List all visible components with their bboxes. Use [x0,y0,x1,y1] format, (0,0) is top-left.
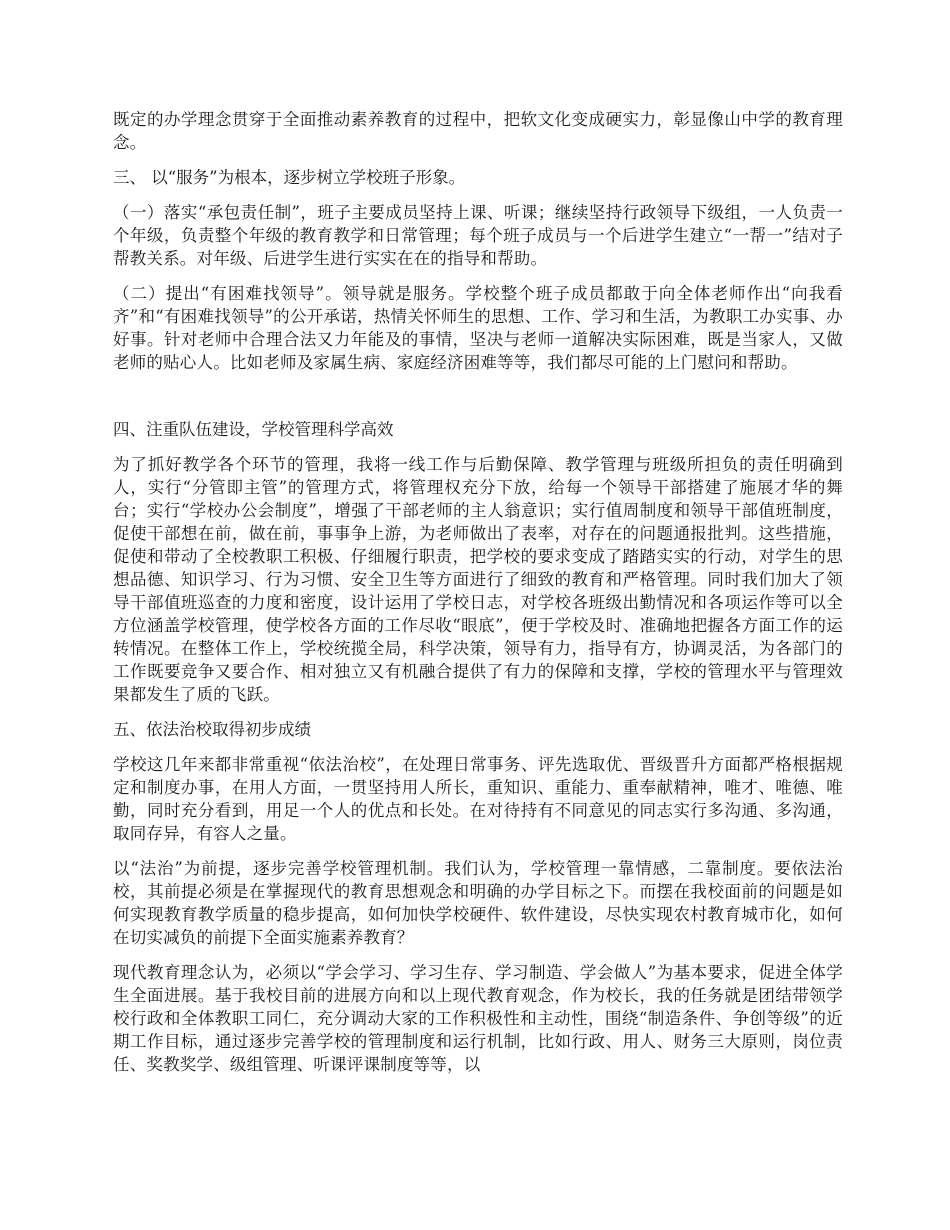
paragraph-modern-education: 现代教育理念认为，必须以“学会学习、学习生存、学习制造、学会做人”为基本要求，促进全体学生全面进展。基于我校目前的进展方向和以上现代教育观念，作为校长，我的任务就是团结带领学校行政和全体教职工同仁，充分调动大家的工作积极性和主动性，围绕“制造条件、争创等级”的近期工作目标，通过逐步完善学校的管理制度和运行机制，比如行政、用人、财务三大原则，岗位责任、奖教奖学、级组管理、听课评课制度等等，以 [113,963,843,1074]
document-page [113,108,843,1088]
section-gap [113,386,843,418]
paragraph-management: 为了抓好教学各个环节的管理，我将一线工作与后勤保障、教学管理与班级所担负的责任明确到人，实行“分管即主管”的管理方式，将管理权充分下放，给每一个领导干部搭建了施展才华的舞台；实行“学校办公会制度”，增强了干部老师的主人翁意识；实行值周制度和领导干部值班制度，促使干部想在前，做在前，事事争上游，为老师做出了表率，对存在的问题通报批判。这些措施，促使和带动了全校教职工积极、仔细履行职责，把学校的要求变成了踏踏实实的行动，对学生的思想品德、知识学习、行为习惯、安全卫生等方面进行了细致的教育和严格管理。同时我们加大了领导干部值班巡查的力度和密度，设计运用了学校日志，对学校各班级出勤情况和各项运作等可以全方位涵盖学校管理，使学校各方面的工作尽收“眼底”，便于学校及时、准确地把握各方面工作的运转情况。在整体工作上，学校统揽全局，科学决策，领导有力，指导有方，协调灵活，为各部门的工作既要竞争又要合作、相对独立又有机融合提供了有力的保障和支撑，学校的管理水平与管理效果都发生了质的飞跃。 [113,455,843,704]
section-heading-service: 三、 以“服务”为根本，逐步树立学校班子形象。 [113,168,466,187]
section-heading-rule-of-law: 五、依法治校取得初步成绩 [113,720,311,739]
paragraph-school-philosophy: 既定的办学理念贯穿于全面推动素养教育的过程中，把软文化变成硬实力，彰显像山中学的教育理念。 [113,110,843,152]
section-heading-team-building: 四、注重队伍建设，学校管理科学高效 [113,420,394,439]
paragraph-rule-of-law: 学校这几年来都非常重视“依法治校”，在处理日常事务、评先选取优、晋级晋升方面都严格根据规定和制度办事，在用人方面，一贯坚持用人所长，重知识、重能力、重奉献精神，唯才、唯德、唯勤，同时充分看到，用足一个人的优点和长处。在对待持有不同意见的同志实行多沟通、多沟通，取同存异，有容人之量。 [113,755,843,843]
paragraph-management-mechanism: 以“法治”为前提，逐步完善学校管理机制。我们认为，学校管理一靠情感，二靠制度。要依法治校，其前提必须是在掌握现代的教育思想观念和明确的办学目标之下。而摆在我校面前的问题是如何实现教育教学质量的稳步提高，如何加快学校硬件、软件建设，尽快实现农村教育城市化，如何在切实减负的前提下全面实施素养教育？ [113,859,843,947]
paragraph-responsibility-system: （一）落实“承包责任制”，班子主要成员坚持上课、听课；继续坚持行政领导下级组，一人负责一个年级，负责整个年级的教育教学和日常管理；每个班子成员与一个后进学生建立“一帮一”结对子帮教关系。对年级、后进学生进行实实在在的指导和帮助。 [113,203,843,268]
paragraph-find-leader: （二）提出“有困难找领导”。领导就是服务。学校整个班子成员都敢于向全体老师作出“向我看齐”和“有困难找领导”的公开承诺，热情关怀师生的思想、工作、学习和生活，为教职工办实事、办好事。针对老师中合理合法又力年能及的事情，坚决与老师一道解决实际困难，既是当家人，又做老师的贴心人。比如老师及家属生病、家庭经济困难等等，我们都尽可能的上门慰问和帮助。 [113,284,843,372]
